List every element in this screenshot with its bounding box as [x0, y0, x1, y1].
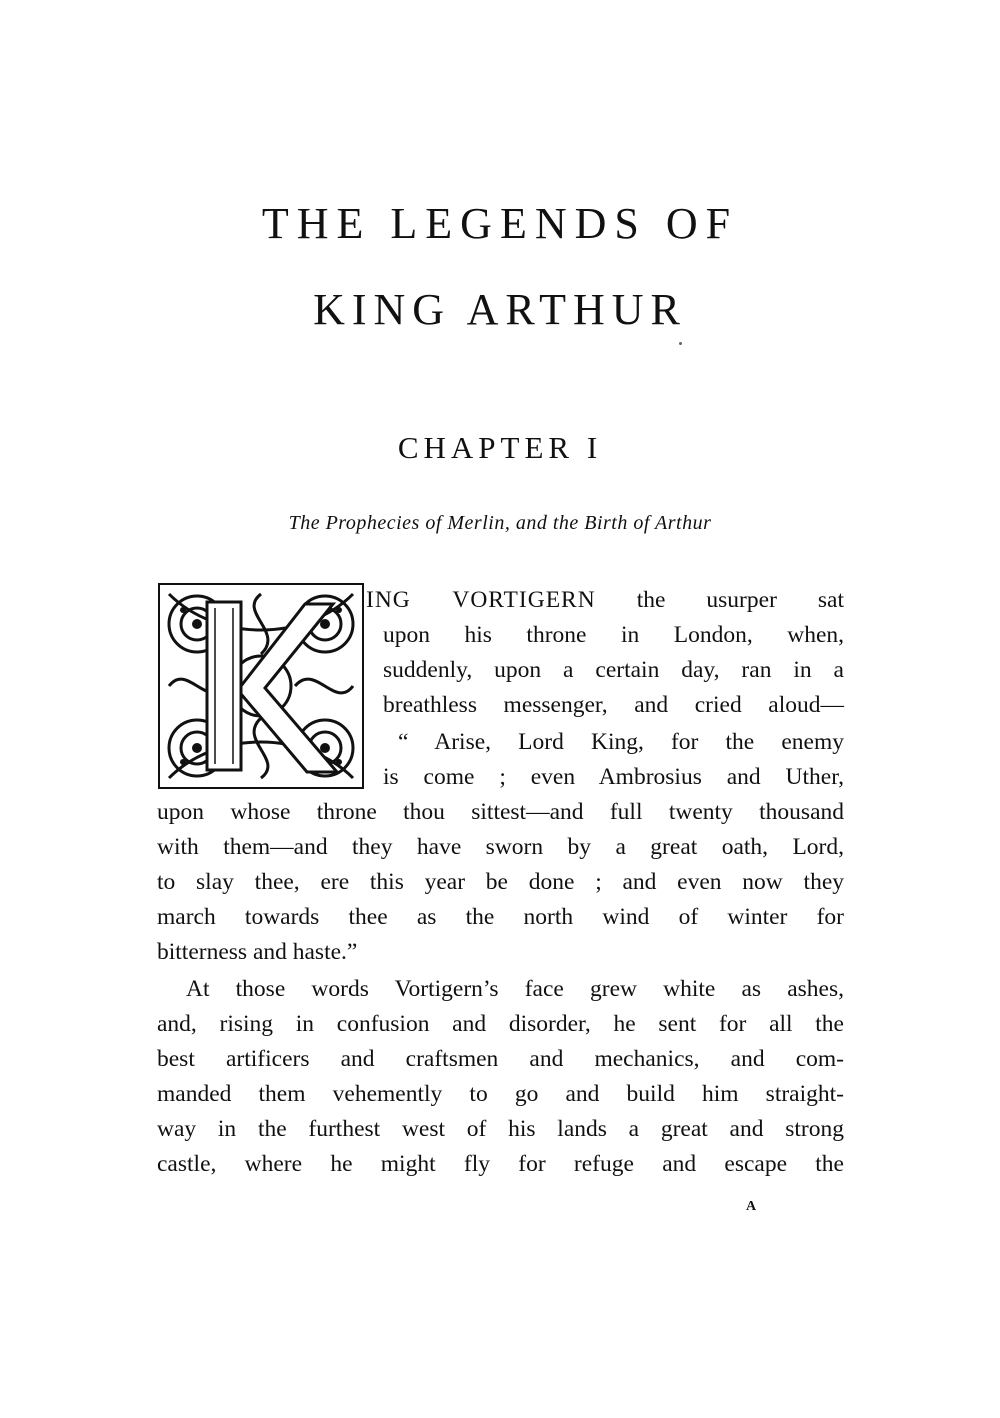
chapter-subtitle: The Prophecies of Merlin, and the Birth of Arthur: [288, 512, 712, 534]
body-line-11: bitterness and haste.”: [157, 939, 358, 965]
drop-cap-k-illustration: [157, 582, 365, 790]
body-line-12: At those words Vortigern’s face grew white as ashes,: [186, 976, 844, 1002]
body-line-2: upon his throne in London, when,: [383, 622, 844, 648]
page-speck: [679, 342, 682, 345]
body-line-7: upon whose throne thou sittest—and full twenty thousand: [157, 799, 844, 825]
opening-small-caps: ING VORTIGERN: [366, 587, 596, 613]
body-line-14: best artificers and craftsmen and mechanics, and com-: [157, 1046, 844, 1072]
book-title-line-1: THE LEGENDS OF: [261, 199, 739, 248]
book-title-line-2: KING ARTHUR: [313, 285, 687, 334]
body-line-1: [366, 587, 844, 614]
body-line-10: march towards thee as the north wind of winter for: [157, 904, 844, 930]
body-line-15: manded them vehemently to go and build him straight-: [157, 1081, 844, 1107]
body-line-13: and, rising in confusion and disorder, he sent for all the: [157, 1011, 844, 1037]
body-line-16: way in the furthest west of his lands a great and strong: [157, 1116, 844, 1142]
body-line-9: to slay thee, ere this year be done ; and even now they: [157, 869, 844, 895]
body-line-8: with them—and they have sworn by a great oath, Lord,: [157, 834, 844, 860]
body-line-17: castle, where he might fly for refuge and escape the: [157, 1151, 844, 1177]
chapter-heading: CHAPTER I: [397, 430, 603, 465]
body-line-5: “ Arise, Lord King, for the enemy: [398, 729, 844, 755]
body-line-6: is come ; even Ambrosius and Uther,: [383, 764, 844, 790]
signature-mark: A: [746, 1199, 758, 1214]
body-line-3: suddenly, upon a certain day, ran in a: [383, 657, 844, 683]
body-line-1-rest: the usurper sat: [636, 587, 844, 613]
body-line-4: breathless messenger, and cried aloud—: [383, 692, 844, 718]
